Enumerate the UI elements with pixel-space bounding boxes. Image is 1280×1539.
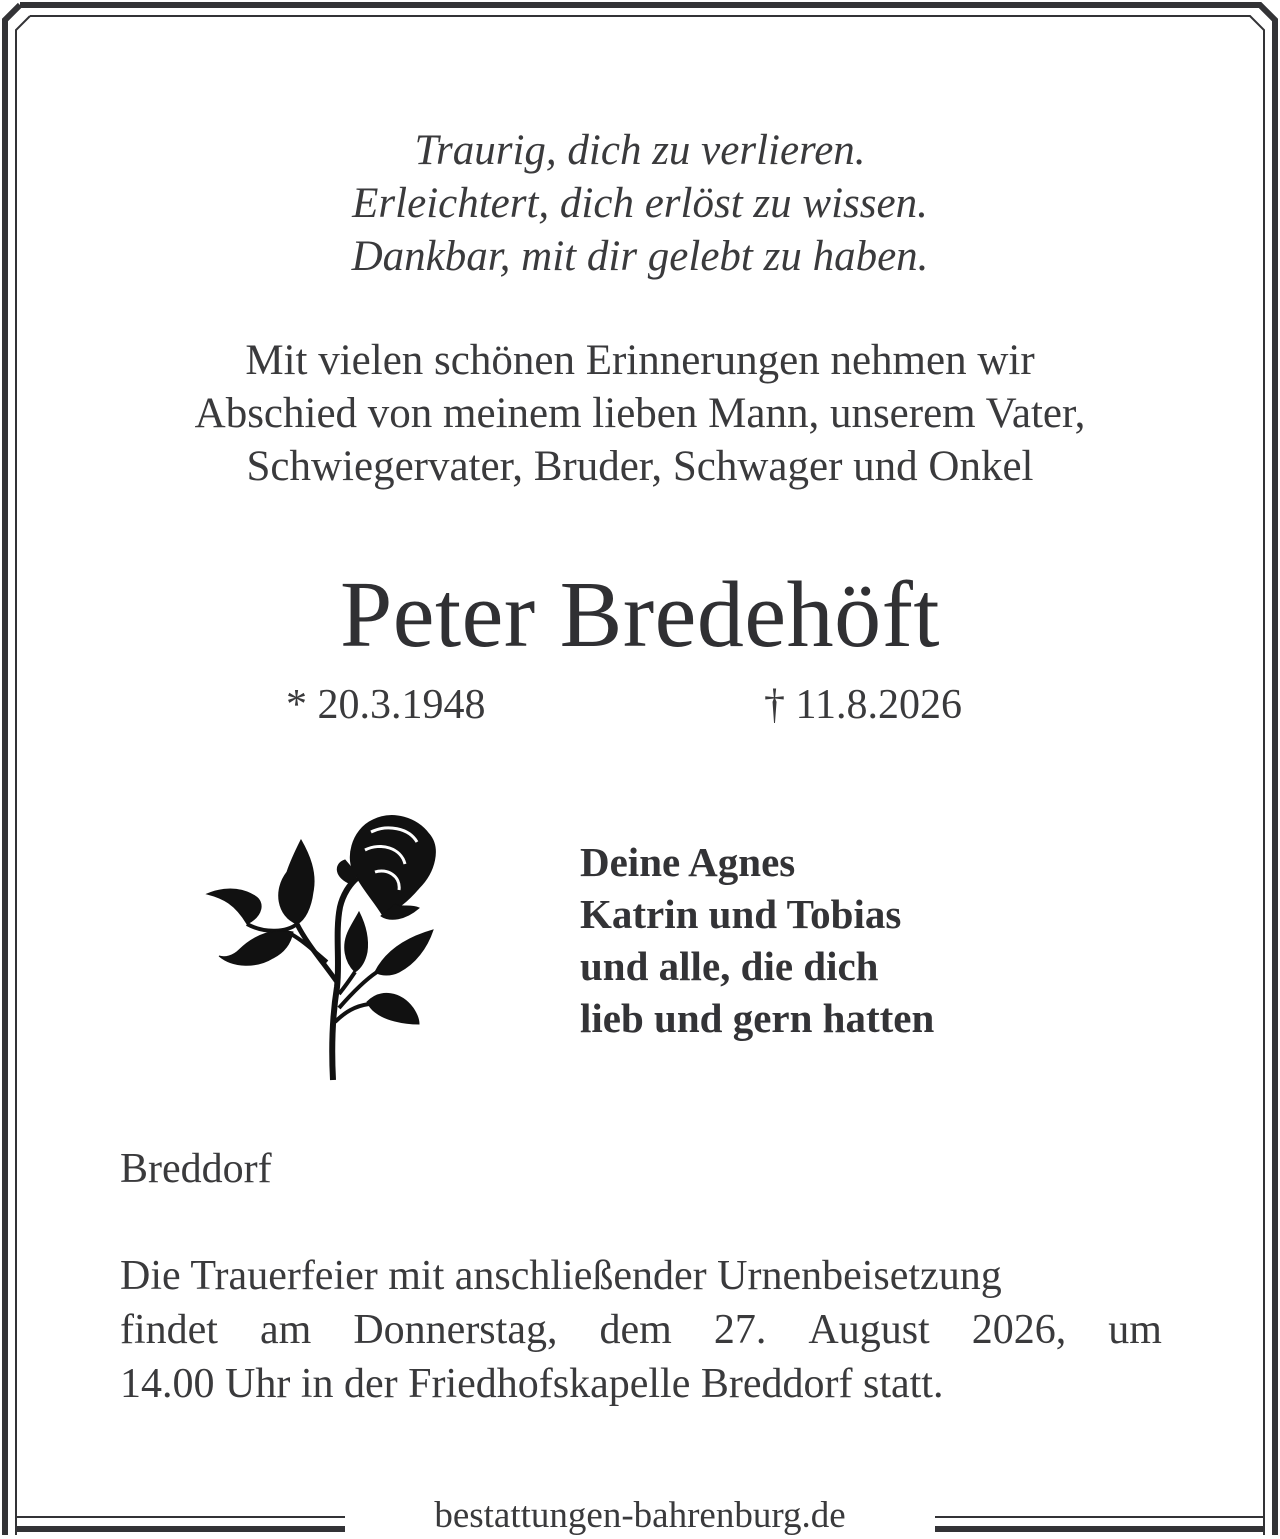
signature-line: lieb und gern hatten [580, 995, 935, 1041]
intro-line: Abschied von meinem lieben Mann, unserem Vater, [194, 390, 1086, 437]
ceremony-word: dem [599, 1307, 672, 1353]
intro-line: Schwiegervater, Bruder, Schwager und Onkel [246, 443, 1034, 490]
intro-line: Mit vielen schönen Erinnerungen nehmen wir [245, 337, 1035, 384]
rose-icon [205, 812, 445, 1082]
ceremony-word: findet [120, 1307, 218, 1353]
deceased-name: Peter Bredehöft [339, 563, 940, 667]
ceremony-word: 27. [713, 1307, 767, 1353]
ceremony-word: August [808, 1307, 930, 1353]
ceremony-line: Die Trauerfeier mit anschließender Urnenbeisetzung [120, 1253, 1002, 1299]
signature-line: und alle, die dich [580, 943, 879, 989]
footer [0, 1494, 1280, 1538]
place-name: Breddorf [120, 1146, 272, 1192]
ceremony-word: 2026, [971, 1307, 1067, 1353]
website-link[interactable]: bestattungen-bahrenburg.de [434, 1495, 846, 1536]
ceremony-info [120, 1249, 1162, 1411]
ceremony-line [120, 1303, 1162, 1357]
signature-line: Deine Agnes [580, 839, 796, 885]
poem-line: Dankbar, mit dir gelebt zu haben. [351, 233, 929, 280]
poem [0, 124, 1280, 283]
signatures [580, 836, 934, 1044]
ceremony-word: um [1108, 1307, 1162, 1353]
ceremony-word: Donnerstag, [353, 1307, 558, 1353]
ceremony-line: 14.00 Uhr in der Friedhofskapelle Breddorf statt. [120, 1361, 944, 1407]
ceremony-word: am [260, 1307, 312, 1353]
poem-line: Traurig, dich zu verlieren. [414, 127, 866, 174]
death-date: † 11.8.2026 [764, 682, 962, 728]
birth-date: * 20.3.1948 [286, 682, 486, 728]
signature-line: Katrin und Tobias [580, 891, 902, 937]
intro-text [0, 334, 1280, 493]
poem-line: Erleichtert, dich erlöst zu wissen. [352, 180, 928, 227]
